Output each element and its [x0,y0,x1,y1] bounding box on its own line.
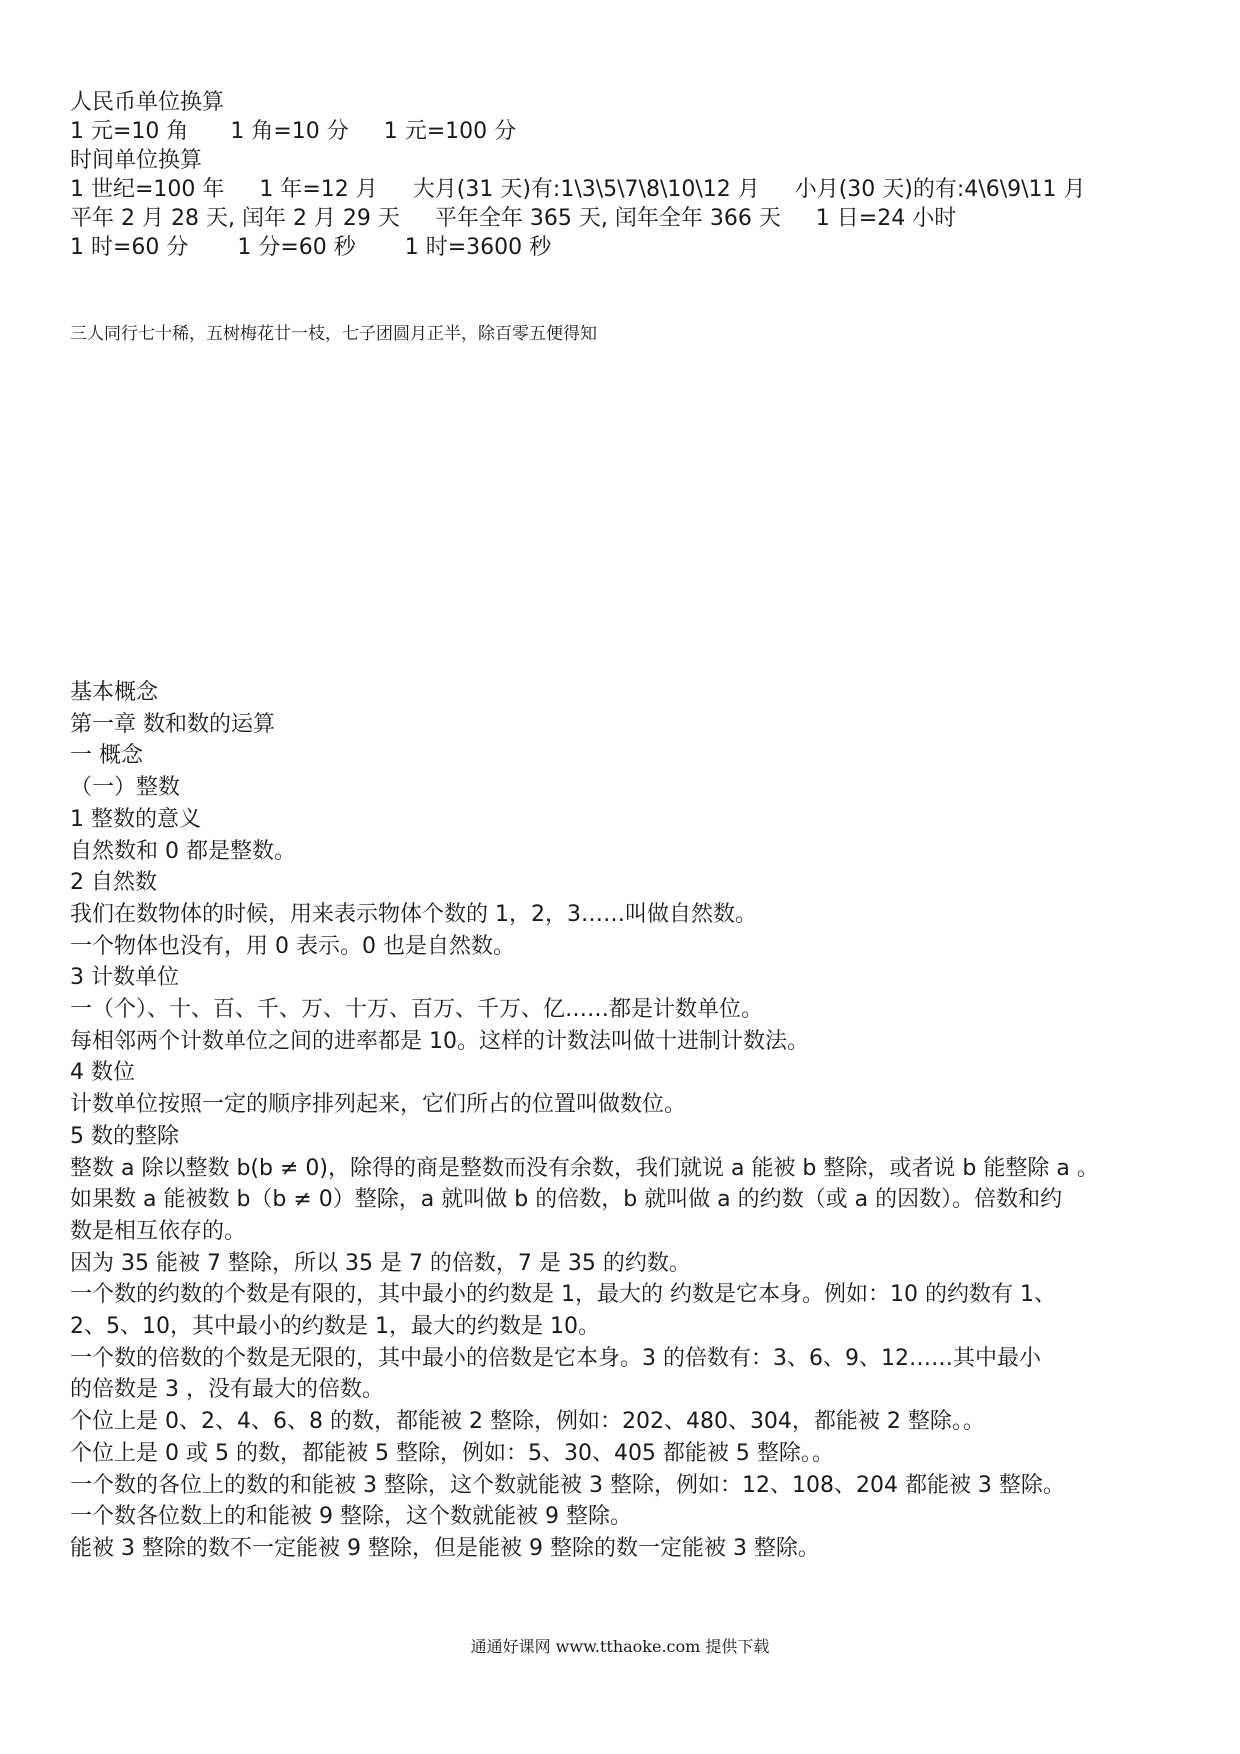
text-line: 每相邻两个计数单位之间的进率都是 10。这样的计数法叫做十进制计数法。 [70,1028,809,1054]
poem-line: 三人同行七十稀，五树梅花廿一枝，七子团圆月正半，除百零五便得知 [70,324,597,344]
section-title: 基本概念 [70,680,159,705]
chapter-title: 第一章 数和数的运算 [70,711,275,737]
subsection-title: （一）整数 [70,775,181,801]
time-line: 平年 2 月 28 天, 闰年 2 月 29 天 平年全年 365 天, 闰年全年 366 天 1 日=24 小时 [70,206,957,231]
text-line: 一（个）、十、百、千、万、十万、百万、千万、亿……都是计数单位。 [70,997,764,1023]
text-line: 整数 a 除以整数 b(b ≠ 0)，除得的商是整数而没有余数，我们就说 a 能被 b 整除，或者说 b 能整除 a 。 [70,1155,1099,1181]
text-line: 我们在数物体的时候，用来表示物体个数的 1，2，3……叫做自然数。 [70,901,757,927]
text-line: 的倍数是 3 ，没有最大的倍数。 [70,1377,384,1403]
text-line: 2、5、10，其中最小的约数是 1，最大的约数是 10。 [70,1314,600,1340]
text-line: 一个数的约数的个数是有限的，其中最小的约数是 1，最大的 约数是它本身。例如：10 的约数有 1、 [70,1282,1056,1308]
currency-title: 人民币单位换算 [70,90,225,115]
unit-conversion-section [70,88,1180,262]
text-line: 如果数 a 能被数 b（b ≠ 0）整除，a 就叫做 b 的倍数，b 就叫做 a 的约数（或 a 的因数）。倍数和约 [70,1187,1063,1213]
heading-line: 3 计数单位 [70,965,179,991]
currency-line: 1 元=10 角 1 角=10 分 1 元=100 分 [70,119,517,144]
text-line: 一个数的倍数的个数是无限的，其中最小的倍数是它本身。3 的倍数有：3、6、9、12……其中最小 [70,1345,1041,1371]
text-line: 计数单位按照一定的顺序排列起来，它们所占的位置叫做数位。 [70,1092,687,1118]
heading-line: 2 自然数 [70,870,157,896]
text-line: 自然数和 0 都是整数。 [70,838,296,864]
time-title: 时间单位换算 [70,148,203,173]
heading-line: 1 整数的意义 [70,806,201,832]
time-line: 1 时=60 分 1 分=60 秒 1 时=3600 秒 [70,235,552,260]
text-line: 一个物体也没有，用 0 表示。0 也是自然数。 [70,933,515,959]
text-line: 个位上是 0 或 5 的数，都能被 5 整除，例如：5、30、405 都能被 5 整除。。 [70,1440,834,1466]
text-line: 一个数各位数上的和能被 9 整除，这个数就能被 9 整除。 [70,1504,632,1530]
page-footer: 通通好课网 www.tthaoke.com 提供下载 [470,1637,770,1656]
heading-line: 5 数的整除 [70,1123,179,1149]
heading-line: 4 数位 [70,1060,135,1086]
main-content [70,677,1180,1565]
text-line: 数是相互依存的。 [70,1218,247,1244]
time-line: 1 世纪=100 年 1 年=12 月 大月(31 天)有:1\3\5\7\8\10\12 月 小月(30 天)的有:4\6\9\11 月 [70,177,1086,202]
text-line: 因为 35 能被 7 整除，所以 35 是 7 的倍数，7 是 35 的约数。 [70,1250,691,1276]
text-line: 能被 3 整除的数不一定能被 9 整除，但是能被 9 整除的数一定能被 3 整除。 [70,1535,820,1561]
text-line: 个位上是 0、2、4、6、8 的数，都能被 2 整除，例如：202、480、304，都能被 2 整除。。 [70,1409,985,1435]
text-line: 一个数的各位上的数的和能被 3 整除，这个数就能被 3 整除，例如：12、108、204 都能被 3 整除。 [70,1472,1065,1498]
subsection-title: 一 概念 [70,743,143,769]
